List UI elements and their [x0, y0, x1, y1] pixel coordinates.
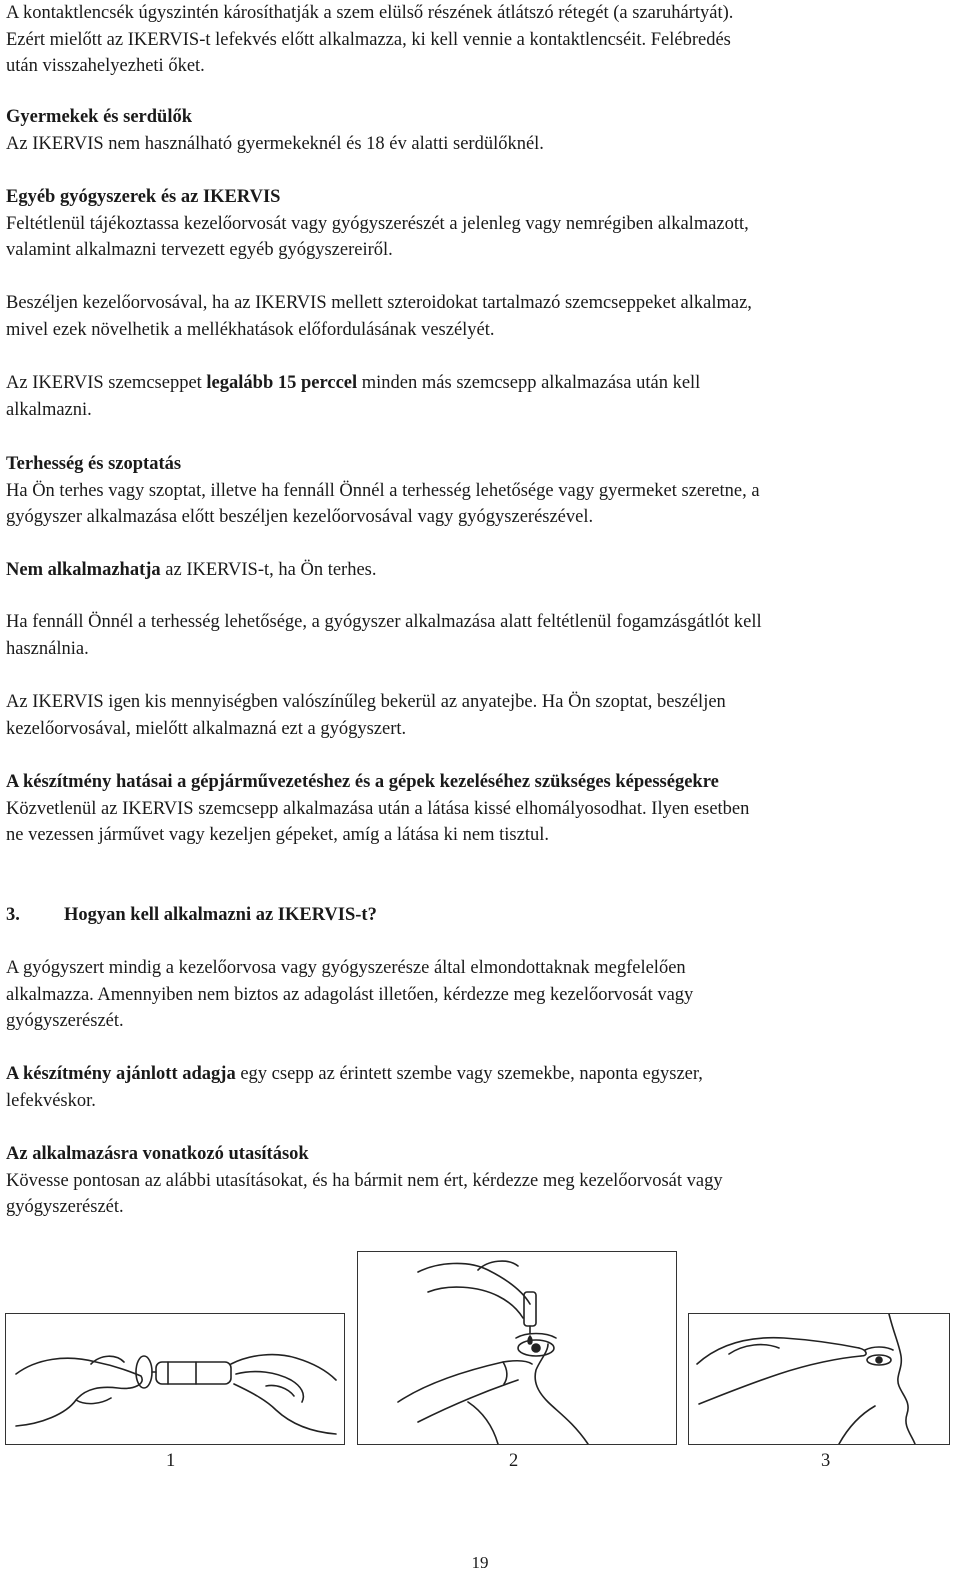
text-line: Ha Ön terhes vagy szoptat, illetve ha fennáll Önnél a terhesség lehetősége vagy gyermeket szeretne, a — [6, 480, 760, 501]
text-line: kezelőorvosával, mielőtt alkalmazná ezt a gyógyszert. — [6, 718, 407, 739]
page-number: 19 — [471, 1553, 489, 1572]
text-line: Az IKERVIS nem használható gyermekeknél és 18 év alatti serdülőknél. — [6, 133, 544, 154]
section-heading: Gyermekek és serdülők — [6, 107, 193, 127]
children-section — [6, 104, 951, 157]
text-line: gyógyszerészét. — [6, 1197, 124, 1217]
figure-2-caption: 2 — [509, 1451, 519, 1471]
text-line: után visszahelyezheti őket. — [6, 56, 205, 76]
section-heading: Az alkalmazásra vonatkozó utasítások — [6, 1144, 309, 1164]
text-run: Az IKERVIS szemcseppet — [6, 373, 207, 393]
text-line: Kövesse pontosan az alábbi utasításokat, és ha bármit nem ért, kérdezze meg kezelőorvosát vagy — [6, 1170, 723, 1191]
text-line: alkalmazza. Amennyiben nem biztos az adagolást illetően, kérdezze meg kezelőorvosát vagy — [6, 984, 694, 1005]
text-run: az IKERVIS-t, ha Ön terhes. — [160, 560, 377, 580]
figure-3 — [688, 1313, 950, 1445]
no-use-paragraph — [6, 557, 951, 584]
text-run: minden más szemcsepp alkalmazása után kell — [357, 373, 701, 393]
text-line: gyógyszerészét. — [6, 1011, 124, 1031]
text-line: Beszéljen kezelőorvosával, ha az IKERVIS mellett szteroidokat tartalmazó szemcseppeket alkalmaz, — [6, 293, 752, 313]
text-line: Közvetlenül az IKERVIS szemcsepp alkalmazása után a látása kissé elhomályosodhat. Ilyen esetben — [6, 798, 750, 819]
breastfeeding-paragraph — [6, 689, 951, 742]
text-line: Ezért mielőtt az IKERVIS-t lefekvés előtt alkalmazza, ki kell vennie a kontaktlencséit. Felébredés — [6, 29, 731, 50]
pregnancy-section — [6, 451, 951, 531]
vial-opening-icon — [6, 1314, 344, 1444]
interval-paragraph — [6, 370, 951, 423]
section-3-heading — [6, 902, 377, 929]
section-3-intro — [6, 955, 951, 1035]
other-meds-section — [6, 184, 951, 264]
intro-paragraph — [6, 0, 951, 80]
steroid-paragraph — [6, 290, 951, 343]
text-line: Az IKERVIS igen kis mennyiségben valószínűleg bekerül az anyatejbe. Ha Ön szoptat, beszéljen — [6, 692, 726, 712]
section-number: 3. — [6, 905, 20, 925]
figure-2 — [357, 1251, 677, 1445]
bold-run: A készítmény ajánlott adagja — [6, 1064, 236, 1084]
eye-drop-icon — [358, 1252, 676, 1444]
text-line: alkalmazni. — [6, 399, 92, 420]
figure-1-caption: 1 — [166, 1451, 176, 1471]
text-line: lefekvéskor. — [6, 1090, 96, 1111]
text-line: valamint alkalmazni tervezett egyéb gyógyszereiről. — [6, 240, 393, 260]
instructions-paragraph — [6, 1141, 951, 1221]
figure-1 — [5, 1313, 345, 1445]
text-line: Feltétlenül tájékoztassa kezelőorvosát vagy gyógyszerészét a jelenleg vagy nemrégiben alkalmazott, — [6, 213, 749, 234]
text-line: A kontaktlencsék úgyszintén károsíthatják a szem elülső részének átlátszó rétegét (a szaruhártyát). — [6, 3, 734, 23]
figure-3-caption: 3 — [821, 1451, 831, 1471]
bold-run: legalább 15 perccel — [206, 373, 358, 393]
text-line: Ha fennáll Önnél a terhesség lehetősége, a gyógyszer alkalmazása alatt feltétlenül fogamzásgátlót kell — [6, 612, 762, 632]
tear-duct-press-icon — [689, 1314, 949, 1444]
contraception-paragraph — [6, 609, 951, 662]
text-line: A gyógyszert mindig a kezelőorvosa vagy gyógyszerésze által elmondottaknak megfelelően — [6, 958, 686, 978]
dose-paragraph — [6, 1061, 951, 1114]
text-line: ne vezessen járművet vagy kezeljen gépeket, amíg a látása ki nem tisztul. — [6, 825, 549, 845]
driving-section — [6, 769, 951, 849]
text-run: egy csepp az érintett szembe vagy szemekbe, naponta egyszer, — [235, 1064, 703, 1084]
bold-run: Nem alkalmazhatja — [6, 560, 161, 580]
text-line: gyógyszer alkalmazása előtt beszéljen kezelőorvosával vagy gyógyszerészével. — [6, 507, 594, 527]
section-heading: Egyéb gyógyszerek és az IKERVIS — [6, 187, 281, 207]
section-heading: A készítmény hatásai a gépjárművezetéshez és a gépek kezeléséhez szükséges képességekre — [6, 772, 719, 792]
section-title: Hogyan kell alkalmazni az IKERVIS-t? — [64, 905, 377, 925]
section-heading: Terhesség és szoptatás — [6, 454, 182, 474]
text-line: mivel ezek növelhetik a mellékhatások előfordulásának veszélyét. — [6, 319, 495, 340]
text-line: használnia. — [6, 638, 89, 659]
